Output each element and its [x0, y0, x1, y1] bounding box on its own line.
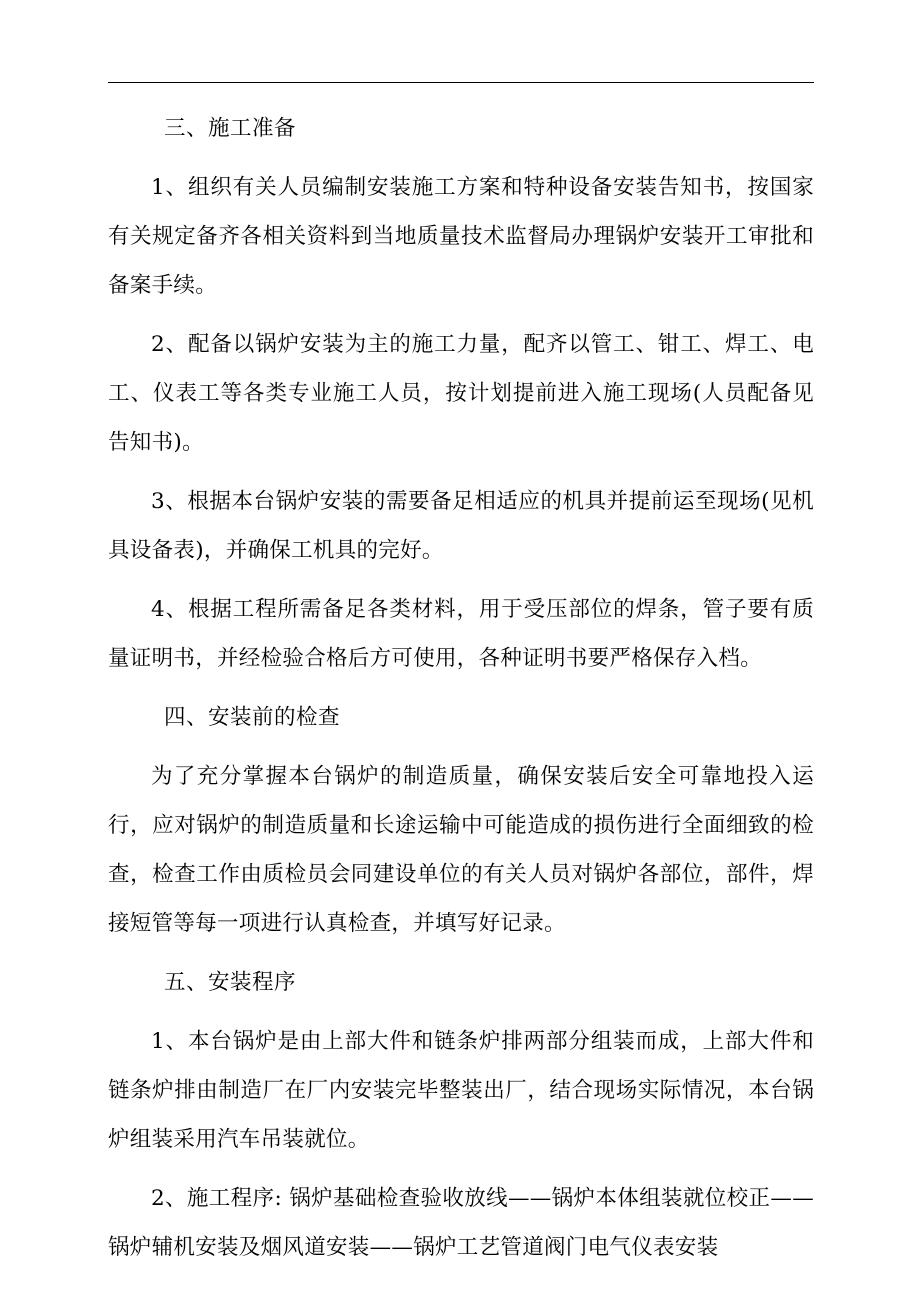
- section-heading-construction-prep: 三、施工准备: [164, 116, 297, 141]
- paragraph-prep-1: 1、组织有关人员编制安装施工方案和特种设备安装告知书，按国家有关规定备齐各相关资料到当地质量技术监督局办理锅炉安装开工审批和备案手续。: [108, 175, 814, 298]
- document-body: [108, 104, 814, 1282]
- paragraph-inspection-1: 为了充分掌握本台锅炉的制造质量，确保安装后安全可靠地投入运行，应对锅炉的制造质量和长途运输中可能造成的损伤进行全面细致的检查，检查工作由质检员会同建设单位的有关人员对锅炉各部位，部件，焊接短管等每一项进行认真检查，并填写好记录。: [108, 764, 814, 936]
- paragraph-prep-3: 3、根据本台锅炉安装的需要备足相适应的机具并提前运至现场(见机具设备表)，并确保工机具的完好。: [108, 489, 814, 563]
- header-rule: [108, 82, 814, 83]
- section-heading-pre-install-inspection: 四、安装前的检查: [164, 705, 341, 730]
- section-heading-install-procedure: 五、安装程序: [164, 970, 297, 995]
- paragraph-procedure-2: 2、施工程序: 锅炉基础检查验收放线——锅炉本体组装就位校正——锅炉辅机安装及烟风道安装——锅炉工艺管道阀门电气仪表安装: [108, 1186, 814, 1260]
- paragraph-prep-4: 4、根据工程所需备足各类材料，用于受压部位的焊条，管子要有质量证明书，并经检验合格后方可使用，各种证明书要严格保存入档。: [108, 597, 814, 671]
- paragraph-procedure-1: 1、本台锅炉是由上部大件和链条炉排两部分组装而成，上部大件和链条炉排由制造厂在厂内安装完毕整装出厂，结合现场实际情况，本台锅炉组装采用汽车吊装就位。: [108, 1029, 814, 1152]
- paragraph-prep-2: 2、配备以锅炉安装为主的施工力量，配齐以管工、钳工、焊工、电工、仪表工等各类专业施工人员，按计划提前进入施工现场(人员配备见告知书)。: [108, 332, 814, 455]
